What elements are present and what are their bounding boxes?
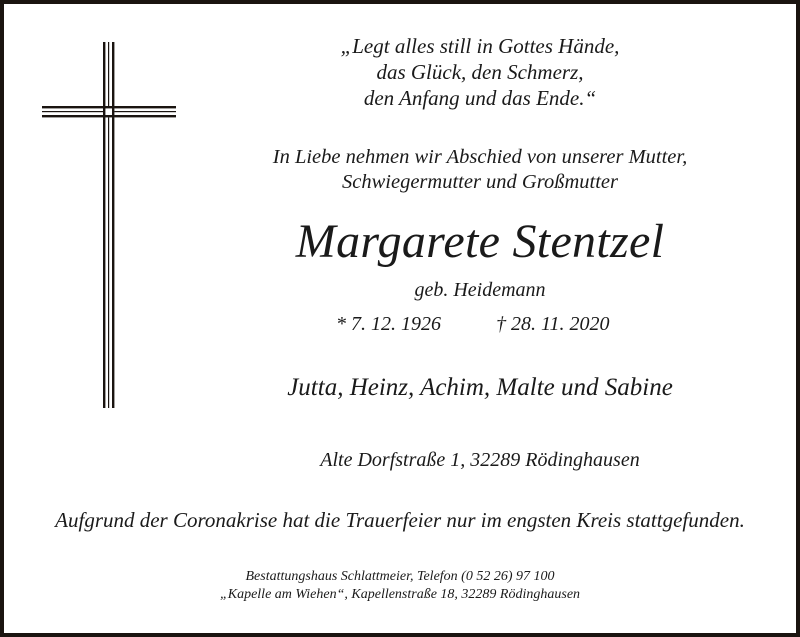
funeral-home-line-2: „Kapelle am Wiehen“, Kapellenstraße 18, 32289 Rödinghausen <box>219 587 581 602</box>
intro-line-1: In Liebe nehmen wir Abschied von unserer Mutter, <box>272 146 688 168</box>
deceased-name: Margarete Stentzel <box>295 215 665 268</box>
birth-date: * 7. 12. 1926 <box>336 313 441 335</box>
address: Alte Dorfstraße 1, 32289 Rödinghausen <box>320 449 640 471</box>
quote-line-1: „Legt alles still in Gottes Hände, <box>340 34 620 58</box>
quote-line-2: das Glück, den Schmerz, <box>376 60 584 84</box>
intro-line-2: Schwiegermutter und Großmutter <box>342 171 618 193</box>
ceremony-notice: Aufgrund der Coronakrise hat die Trauerfeier nur im engsten Kreis stattgefunden. <box>55 508 745 532</box>
quote-line-3: den Anfang und das Ende.“ <box>363 86 597 110</box>
death-date: † 28. 11. 2020 <box>496 313 610 335</box>
funeral-home-line-1: Bestattungshaus Schlattmeier, Telefon (0 52 26) 97 100 <box>245 569 555 584</box>
mourners: Jutta, Heinz, Achim, Malte und Sabine <box>287 374 673 401</box>
maiden-name: geb. Heidemann <box>414 279 546 301</box>
